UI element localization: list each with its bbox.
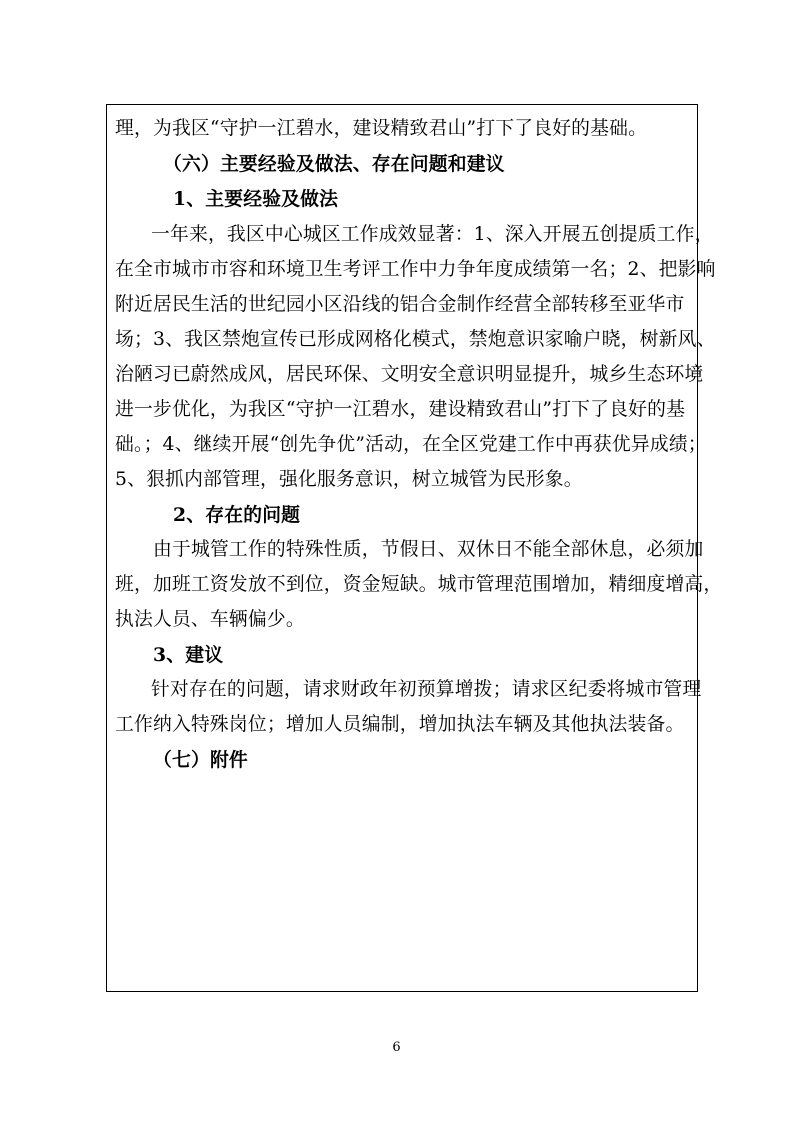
body-text-line: 场；3、我区禁炮宣传已形成网格化模式，禁炮意识家喻户晓，树新风、	[115, 329, 716, 350]
body-text-line: 针对存在的问题，请求财政年初预算增拨；请求区纪委将城市管理	[151, 679, 702, 700]
body-text-line: 由于城管工作的特殊性质，节假日、双休日不能全部休息，必须加	[153, 539, 704, 560]
body-text-line: 工作纳入特殊岗位；增加人员编制，增加执法车辆及其他执法装备。	[115, 714, 685, 735]
body-text-line: 在全市城市市容和环境卫生考评工作中力争年度成绩第一名；2、把影响	[115, 259, 716, 280]
section-heading-six: （六）主要经验及做法、存在问题和建议	[163, 153, 505, 175]
subheading-experience: 1、主要经验及做法	[173, 188, 339, 210]
body-text-line: 础。；4、继续开展“创先争优”活动，在全区党建工作中再获优异成绩；	[115, 434, 707, 455]
body-text-line: 理，为我区“守护一江碧水，建设精致君山”打下了良好的基础。	[115, 118, 648, 139]
body-text-line: 附近居民生活的世纪园小区沿线的铝合金制作经营全部转移至亚华市	[115, 294, 685, 315]
subheading-problems: 2、存在的问题	[173, 504, 301, 526]
body-text-line: 5、狠抓内部管理，强化服务意识，树立城管为民形象。	[115, 469, 583, 490]
body-text-line: 一年来，我区中心城区工作成效显著：1、深入开展五创提质工作，	[151, 224, 714, 245]
subheading-suggestions: 3、建议	[153, 644, 224, 666]
body-text-line: 治陋习已蔚然成风，居民环保、文明安全意识明显提升，城乡生态环境	[115, 364, 704, 385]
body-text-line: 进一步优化，为我区“守护一江碧水，建设精致君山”打下了良好的基	[115, 399, 686, 420]
section-heading-seven: （七）附件	[153, 749, 248, 771]
body-text-line: 执法人员、车辆偏少。	[115, 609, 305, 630]
content-frame	[106, 104, 723, 992]
page-number: 6	[392, 1040, 401, 1055]
body-text-line: 班，加班工资发放不到位，资金短缺。城市管理范围增加，精细度增高，	[115, 574, 723, 595]
